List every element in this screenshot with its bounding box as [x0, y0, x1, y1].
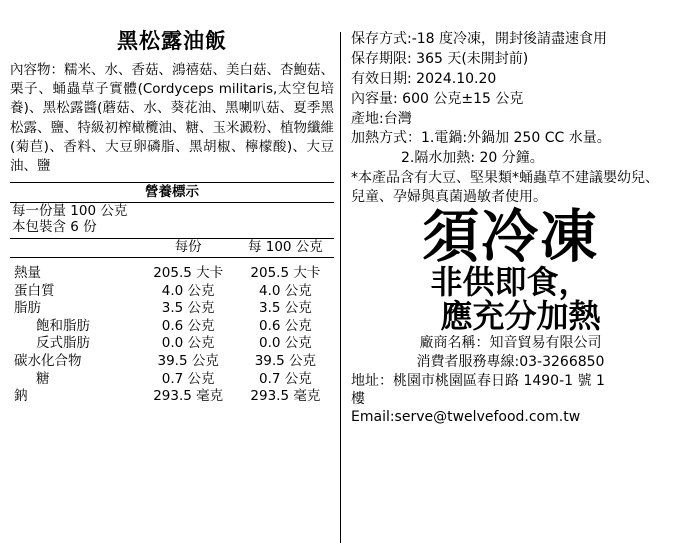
ingredients-text: 內容物：糯米、水、香菇、鴻禧菇、美白菇、杏鮑菇、栗子、蛹蟲草子實體(Cordyceps militaris,太空包培養)、黑松露醬(蘑菇、水、葵花油、黑喇叭菇、夏季黑松露、鹽、特級初榨橄欖油、糖、玉米澱粉、植物纖維(菊苣)、香料、大豆卵磷脂、黑胡椒、檸檬酸)、大豆油、鹽 [10, 62, 334, 174]
nutrient-per-serving: 293.5 毫克 [153, 388, 224, 405]
nutrient-name: 鈉 [14, 388, 28, 405]
nutrient-per-100g: 4.0 公克 [259, 282, 312, 299]
nutrient-name: 脂肪 [14, 300, 41, 317]
nutrient-per-100g: 293.5 毫克 [250, 388, 321, 405]
column-divider [340, 32, 341, 543]
nutrition-facts-title: 營養標示 [10, 182, 334, 203]
table-row [10, 265, 334, 283]
shelf-life: 保存期限: 365 天(未開封前) [351, 50, 529, 67]
net-weight: 內容量: 600 公克±15 公克 [351, 90, 524, 107]
nutrient-per-100g: 39.5 公克 [254, 353, 317, 370]
nutrient-per-serving: 0.6 公克 [161, 317, 215, 334]
table-row [10, 300, 334, 318]
nutrition-table [10, 239, 334, 406]
nutrient-per-100g: 0.0 公克 [259, 335, 312, 352]
table-row [10, 283, 334, 301]
header-nutrient [10, 239, 140, 258]
nutrient-per-100g: 3.5 公克 [259, 300, 312, 317]
service-hotline: 消費者服務專線:03-3266850 [416, 354, 605, 371]
serving-info [10, 203, 334, 239]
nutrient-per-serving: 0.7 公克 [161, 370, 215, 387]
table-row [10, 335, 334, 353]
page-title: 黑松露油飯 [117, 29, 227, 53]
allergy-note: *本產品含有大豆、堅果類*蛹蟲草不建議嬰幼兒、兒童、孕婦與真菌過敏者使用。 [351, 170, 659, 206]
manufacturer-name: 廠商名稱：知音貿易有限公司 [419, 335, 602, 352]
right-column [349, 30, 670, 543]
nutrient-name: 反式脂肪 [36, 335, 90, 352]
heating-instructions: 加熱方式：1.電鍋:外鍋加 250 CC 水量。 [351, 130, 611, 147]
servings-per-pack: 本包裝含 6 份 [12, 218, 97, 235]
frozen-notice-main: 須冷凍 [422, 204, 599, 271]
company-address: 地址：桃園市桃園區春日路 1490-1 號 1 [351, 372, 605, 389]
nutrient-per-serving: 4.0 公克 [161, 282, 215, 299]
nutrient-name: 碳水化合物 [14, 353, 82, 370]
serving-size: 每一份量 100 公克 [12, 202, 128, 219]
frozen-notice-line3: 應充分加熱 [440, 296, 601, 335]
company-email: Email:serve@twelvefood.com.tw [351, 408, 581, 425]
table-row [10, 318, 334, 336]
table-row [10, 388, 334, 406]
header-per-serving: 每份 [174, 238, 202, 255]
nutrient-name: 蛋白質 [14, 282, 55, 299]
nutrient-name: 飽和脂肪 [36, 317, 90, 334]
origin: 產地:台灣 [351, 110, 412, 127]
header-per-100g: 每 100 公克 [247, 238, 323, 255]
frozen-notice-line2: 非供即食， [430, 263, 591, 302]
table-row [10, 353, 334, 371]
left-column [10, 30, 340, 543]
table-header-row [10, 239, 334, 258]
storage-method: 保存方式:-18 度冷凍，開封後請盡速食用 [351, 31, 608, 47]
nutrient-per-100g: 205.5 大卡 [250, 265, 321, 282]
nutrient-per-100g: 0.7 公克 [259, 370, 312, 387]
company-address-cont: 樓 [351, 390, 365, 407]
nutrient-per-serving: 3.5 公克 [161, 300, 215, 317]
heating-instructions-step2: 2.隔水加熱: 20 分鐘。 [401, 150, 544, 167]
nutrient-name: 熱量 [14, 265, 41, 282]
nutrient-per-serving: 0.0 公克 [161, 335, 215, 352]
nutrient-per-serving: 205.5 大卡 [153, 265, 224, 282]
expiry-date: 有效日期: 2024.10.20 [351, 70, 497, 87]
table-row [10, 371, 334, 389]
nutrient-per-100g: 0.6 公克 [259, 317, 312, 334]
nutrient-name: 糖 [36, 370, 50, 387]
nutrient-per-serving: 39.5 公克 [157, 353, 219, 370]
